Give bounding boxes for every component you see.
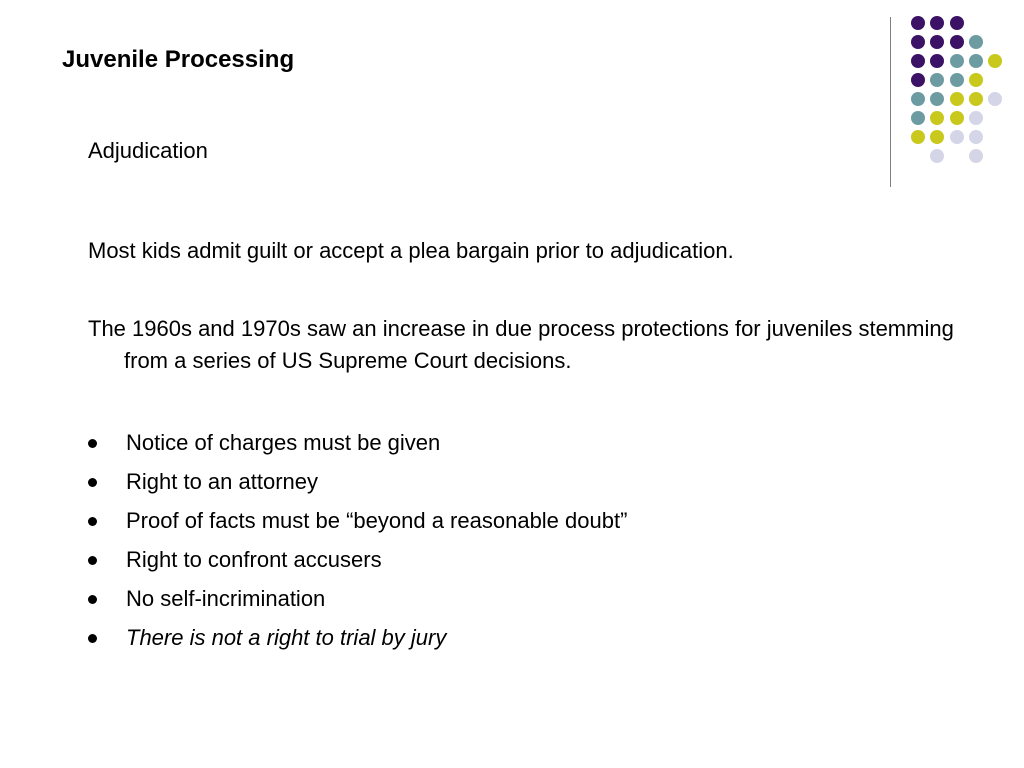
bullet-text: Proof of facts must be “beyond a reasonable doubt” <box>126 508 628 533</box>
decor-dot <box>950 35 964 49</box>
bullet-item <box>88 579 627 618</box>
decorative-dot-grid <box>0 0 1024 200</box>
decor-dot <box>911 16 925 30</box>
decor-dot <box>911 111 925 125</box>
decor-dot <box>988 92 1002 106</box>
bullet-item <box>88 540 627 579</box>
decor-dot <box>930 16 944 30</box>
decor-dot <box>950 16 964 30</box>
decor-dot <box>930 149 944 163</box>
decor-dot <box>950 111 964 125</box>
decor-dot <box>911 92 925 106</box>
bullet-text: Right to an attorney <box>126 469 319 494</box>
decor-dot <box>930 35 944 49</box>
decor-dot <box>969 35 983 49</box>
bullet-dot-icon <box>88 478 97 487</box>
decor-dot <box>969 149 983 163</box>
vertical-divider <box>890 17 891 187</box>
body-paragraph: The 1960s and 1970s saw an increase in due process protections for juveniles stemming from a series of US Supreme Court decisions. <box>88 316 954 373</box>
decor-dot <box>950 92 964 106</box>
decor-dot <box>950 73 964 87</box>
decor-dot <box>969 130 983 144</box>
decor-dot <box>930 92 944 106</box>
bullet-text: Right to confront accusers <box>126 547 382 572</box>
bullet-dot-icon <box>88 517 97 526</box>
body-paragraph: Most kids admit guilt or accept a plea bargain prior to adjudication. <box>88 238 734 263</box>
bullet-item <box>88 501 627 540</box>
bullet-text: There is not a right to trial by jury <box>126 625 447 650</box>
decor-dot <box>911 35 925 49</box>
bullet-text: No self-incrimination <box>126 586 326 611</box>
decor-dot <box>911 73 925 87</box>
decor-dot <box>969 92 983 106</box>
decor-dot <box>969 73 983 87</box>
bullet-dot-icon <box>88 556 97 565</box>
decor-dot <box>930 54 944 68</box>
slide-subtitle: Adjudication <box>88 138 208 163</box>
bullet-dot-icon <box>88 439 97 448</box>
bullet-text: Notice of charges must be given <box>126 430 441 455</box>
decor-dot <box>950 130 964 144</box>
decor-dot <box>930 73 944 87</box>
slide-title: Juvenile Processing <box>62 46 295 73</box>
decor-dot <box>950 54 964 68</box>
bullet-item <box>88 423 627 462</box>
bullet-list <box>88 423 627 657</box>
decor-dot <box>930 111 944 125</box>
decor-dot <box>911 54 925 68</box>
decor-dot <box>988 54 1002 68</box>
bullet-dot-icon <box>88 634 97 643</box>
decor-dot <box>911 130 925 144</box>
decor-dot <box>969 54 983 68</box>
bullet-item <box>88 462 627 501</box>
decor-dot <box>969 111 983 125</box>
bullet-item <box>88 618 627 657</box>
bullet-dot-icon <box>88 595 97 604</box>
decor-dot <box>930 130 944 144</box>
